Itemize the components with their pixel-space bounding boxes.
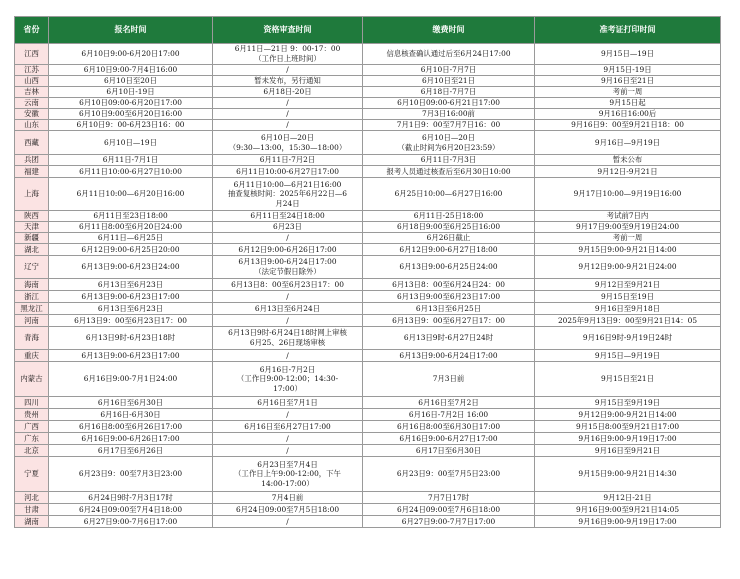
- province-cell: 湖北: [15, 244, 49, 256]
- payment-cell: 6月27日9:00-7月7日17:00: [363, 516, 535, 528]
- review-cell: 7月4日前: [213, 492, 363, 504]
- schedule-table-container: [14, 16, 720, 528]
- table-row: [15, 362, 721, 397]
- payment-cell: 6月13日9:00至6月23日17:00: [363, 291, 535, 303]
- review-cell: /: [213, 350, 363, 362]
- payment-cell: 6月10日09:00-6月21日17:00: [363, 98, 535, 109]
- admission-print-cell: 9月12日9:00-9月21日24:00: [535, 256, 721, 279]
- table-row: [15, 492, 721, 504]
- table-row: [15, 256, 721, 279]
- review-cell: 6月13日至6月24日: [213, 303, 363, 315]
- review-cell: 6月23日至7月4日 （工作日上午9:00-12:00，下午 14:00-17:00）: [213, 457, 363, 492]
- registration-cell: 6月16日至6月30日: [49, 397, 213, 409]
- admission-print-cell: 考试前7日内: [535, 211, 721, 222]
- registration-cell: 6月13日9:00-6月23日17:00: [49, 291, 213, 303]
- payment-cell: 7月7日17时: [363, 492, 535, 504]
- payment-cell: 6月12日9:00-6月27日18:00: [363, 244, 535, 256]
- review-cell: 6月13日9时-6月24日18时网上审核 6月25、26日现场审核: [213, 327, 363, 350]
- header-province: 省份: [15, 17, 49, 44]
- review-cell: 6月11日10:00-6月27日17:00: [213, 166, 363, 178]
- table-row: [15, 303, 721, 315]
- payment-cell: 6月10日至21日: [363, 76, 535, 87]
- registration-cell: 6月16日8:00至6月26日17:00: [49, 421, 213, 433]
- registration-cell: 6月27日9:00-7月6日17:00: [49, 516, 213, 528]
- review-cell: /: [213, 445, 363, 457]
- review-cell: 6月11日至24日18:00: [213, 211, 363, 222]
- admission-print-cell: 9月15日-19日: [535, 65, 721, 76]
- payment-cell: 6月13日9:00-6月24日17:00: [363, 350, 535, 362]
- review-cell: 6月16日至7月1日: [213, 397, 363, 409]
- province-cell: 河南: [15, 315, 49, 327]
- registration-cell: 6月11日至23日18:00: [49, 211, 213, 222]
- admission-print-cell: 9月12日-21日: [535, 492, 721, 504]
- review-cell: 6月23日: [213, 222, 363, 233]
- province-cell: 海南: [15, 279, 49, 291]
- admission-print-cell: 9月15日起: [535, 98, 721, 109]
- registration-cell: 6月12日9:00-6月25日20:00: [49, 244, 213, 256]
- review-cell: 6月16日至6月27日17:00: [213, 421, 363, 433]
- table-row: [15, 87, 721, 98]
- table-row: [15, 291, 721, 303]
- admission-print-cell: 9月16日9:00-9月19日17:00: [535, 516, 721, 528]
- admission-print-cell: 9月16日9:00至9月21日14:05: [535, 504, 721, 516]
- registration-cell: 6月23日9：00至7月3日23:00: [49, 457, 213, 492]
- registration-cell: 6月10日09:00-6月20日17:00: [49, 98, 213, 109]
- payment-cell: 6月26日截止: [363, 233, 535, 244]
- province-cell: 云南: [15, 98, 49, 109]
- header-review-time: 资格审查时间: [213, 17, 363, 44]
- province-cell: 广西: [15, 421, 49, 433]
- admission-print-cell: 9月15日至9月19日: [535, 397, 721, 409]
- payment-cell: 6月10日—20日 （截止时间为6月20日23:59）: [363, 131, 535, 155]
- registration-cell: 6月24日9时-7月3日17时: [49, 492, 213, 504]
- payment-cell: 6月24日09:00至7月6日18:00: [363, 504, 535, 516]
- province-cell: 内蒙古: [15, 362, 49, 397]
- admission-print-cell: 9月16日—9月19日: [535, 131, 721, 155]
- review-cell: /: [213, 65, 363, 76]
- province-cell: 宁夏: [15, 457, 49, 492]
- province-cell: 新疆: [15, 233, 49, 244]
- payment-cell: 6月11日-7月3日: [363, 155, 535, 166]
- review-cell: /: [213, 98, 363, 109]
- review-cell: 6月13日9:00-6月24日17:00 （法定节假日除外）: [213, 256, 363, 279]
- admission-print-cell: 2025年9月13日9：00至9月21日14：05: [535, 315, 721, 327]
- table-row: [15, 433, 721, 445]
- registration-cell: 6月13日9：00至6月23日17：00: [49, 315, 213, 327]
- payment-cell: 6月13日8：00至6月24日24：00: [363, 279, 535, 291]
- registration-cell: 6月11日—6月25日: [49, 233, 213, 244]
- payment-cell: 6月16日8:00至6月30日17:00: [363, 421, 535, 433]
- registration-cell: 6月10日-19日: [49, 87, 213, 98]
- registration-cell: 6月10日9:00-6月20日17:00: [49, 44, 213, 65]
- review-cell: 6月18日-20日: [213, 87, 363, 98]
- admission-print-cell: 暂未公布: [535, 155, 721, 166]
- admission-print-cell: 9月16日至9月18日: [535, 303, 721, 315]
- admission-print-cell: 考前一周: [535, 87, 721, 98]
- header-payment-time: 缴费时间: [363, 17, 535, 44]
- province-cell: 天津: [15, 222, 49, 233]
- table-row: [15, 516, 721, 528]
- province-cell: 陕西: [15, 211, 49, 222]
- table-row: [15, 76, 721, 87]
- review-cell: 暂未发布，另行通知: [213, 76, 363, 87]
- review-cell: /: [213, 409, 363, 421]
- payment-cell: 6月11日-25日18:00: [363, 211, 535, 222]
- registration-cell: 6月16日9:00-7月1日24:00: [49, 362, 213, 397]
- admission-print-cell: 9月16日16:00后: [535, 109, 721, 120]
- registration-cell: 6月10日9:00-7月4日16:00: [49, 65, 213, 76]
- registration-cell: 6月16日-6月30日: [49, 409, 213, 421]
- province-cell: 四川: [15, 397, 49, 409]
- registration-cell: 6月11日8:00至6月20日24:00: [49, 222, 213, 233]
- admission-print-cell: 9月17日9:00至9月19日24:00: [535, 222, 721, 233]
- table-row: [15, 279, 721, 291]
- province-cell: 河北: [15, 492, 49, 504]
- registration-cell: 6月13日9时-6月23日18时: [49, 327, 213, 350]
- province-cell: 广东: [15, 433, 49, 445]
- payment-cell: 7月3日前: [363, 362, 535, 397]
- registration-cell: 6月11日10:00—6月20日16:00: [49, 178, 213, 211]
- registration-cell: 6月16日9:00-6月26日17:00: [49, 433, 213, 445]
- review-cell: /: [213, 109, 363, 120]
- payment-cell: 6月18日9:00至6月25日16:00: [363, 222, 535, 233]
- table-row: [15, 109, 721, 120]
- admission-print-cell: 9月17日10:00—9月19日16:00: [535, 178, 721, 211]
- review-cell: /: [213, 516, 363, 528]
- admission-print-cell: 9月15日—9月19日: [535, 350, 721, 362]
- payment-cell: 6月13日9:00-6月25日24:00: [363, 256, 535, 279]
- registration-cell: 6月10日至20日: [49, 76, 213, 87]
- admission-print-cell: 9月12日至9月21日: [535, 279, 721, 291]
- review-cell: /: [213, 120, 363, 131]
- table-row: [15, 397, 721, 409]
- province-cell: 兵团: [15, 155, 49, 166]
- province-cell: 北京: [15, 445, 49, 457]
- payment-cell: 6月13日9：00至6月27日17：00: [363, 315, 535, 327]
- admission-print-cell: 9月16日9：00至9月21日18：00: [535, 120, 721, 131]
- payment-cell: 6月25日10:00—6月27日16:00: [363, 178, 535, 211]
- table-row: [15, 65, 721, 76]
- registration-cell: 6月13日9:00-6月23日17:00: [49, 350, 213, 362]
- registration-cell: 6月10日9:00至6月20日16:00: [49, 109, 213, 120]
- table-row: [15, 155, 721, 166]
- province-cell: 青海: [15, 327, 49, 350]
- table-row: [15, 445, 721, 457]
- payment-cell: 信息核查确认通过后至6月24日17:00: [363, 44, 535, 65]
- table-row: [15, 131, 721, 155]
- review-cell: 6月13日8：00至6月23日17：00: [213, 279, 363, 291]
- registration-cell: 6月10日9：00-6月23日16：00: [49, 120, 213, 131]
- header-admission-print-time: 准考证打印时间: [535, 17, 721, 44]
- province-cell: 江西: [15, 44, 49, 65]
- registration-cell: 6月11日10:00-6月27日10:00: [49, 166, 213, 178]
- review-cell: /: [213, 433, 363, 445]
- table-body: [15, 44, 721, 528]
- table-row: [15, 178, 721, 211]
- province-cell: 上海: [15, 178, 49, 211]
- province-cell: 浙江: [15, 291, 49, 303]
- schedule-table: [14, 16, 721, 528]
- province-cell: 吉林: [15, 87, 49, 98]
- table-row: [15, 98, 721, 109]
- payment-cell: 6月13日9时-6月27日24时: [363, 327, 535, 350]
- payment-cell: 6月18日-7月7日: [363, 87, 535, 98]
- table-row: [15, 233, 721, 244]
- admission-print-cell: 9月15日—19日: [535, 44, 721, 65]
- registration-cell: 6月17日至6月26日: [49, 445, 213, 457]
- header-registration-time: 报名时间: [49, 17, 213, 44]
- province-cell: 山东: [15, 120, 49, 131]
- payment-cell: 报考人员通过核查后至6月30日10:00: [363, 166, 535, 178]
- header-row: [15, 17, 721, 44]
- table-row: [15, 504, 721, 516]
- admission-print-cell: 9月15日9:00-9月21日14:30: [535, 457, 721, 492]
- registration-cell: 6月24日09:00至7月4日18:00: [49, 504, 213, 516]
- province-cell: 西藏: [15, 131, 49, 155]
- review-cell: 6月12日9:00-6月26日17:00: [213, 244, 363, 256]
- admission-print-cell: 9月16日9:00-9月19日17:00: [535, 433, 721, 445]
- payment-cell: 6月13日至6月25日: [363, 303, 535, 315]
- admission-print-cell: 9月12日9:00-9月21日14:00: [535, 409, 721, 421]
- province-cell: 山西: [15, 76, 49, 87]
- payment-cell: 6月10日-7月7日: [363, 65, 535, 76]
- admission-print-cell: 9月15日至19日: [535, 291, 721, 303]
- admission-print-cell: 9月15日至21日: [535, 362, 721, 397]
- review-cell: 6月24日09:00至7月5日18:00: [213, 504, 363, 516]
- review-cell: /: [213, 233, 363, 244]
- table-row: [15, 457, 721, 492]
- table-row: [15, 244, 721, 256]
- review-cell: /: [213, 291, 363, 303]
- province-cell: 湖南: [15, 516, 49, 528]
- province-cell: 辽宁: [15, 256, 49, 279]
- payment-cell: 7月1日9：00至7月7日16：00: [363, 120, 535, 131]
- registration-cell: 6月11日-7月1日: [49, 155, 213, 166]
- table-row: [15, 409, 721, 421]
- province-cell: 黑龙江: [15, 303, 49, 315]
- table-row: [15, 211, 721, 222]
- admission-print-cell: 考前一周: [535, 233, 721, 244]
- admission-print-cell: 9月16日9时-9月19日24时: [535, 327, 721, 350]
- review-cell: 6月11日10:00—6月21日16:00 抽查复核时间：2025年6月22日—6 月24日: [213, 178, 363, 211]
- registration-cell: 6月13日至6月23日: [49, 279, 213, 291]
- registration-cell: 6月13日至6月23日: [49, 303, 213, 315]
- payment-cell: 7月3日16:00前: [363, 109, 535, 120]
- table-row: [15, 222, 721, 233]
- review-cell: 6月11日-7月2日: [213, 155, 363, 166]
- table-row: [15, 421, 721, 433]
- review-cell: /: [213, 315, 363, 327]
- admission-print-cell: 9月12日-9月21日: [535, 166, 721, 178]
- payment-cell: 6月16日至7月2日: [363, 397, 535, 409]
- review-cell: 6月11日—21日 9：00-17：00 （工作日上班时间）: [213, 44, 363, 65]
- table-row: [15, 350, 721, 362]
- review-cell: 6月10日—20日 （9:30—13:00，15:30—18:00）: [213, 131, 363, 155]
- table-row: [15, 327, 721, 350]
- province-cell: 安徽: [15, 109, 49, 120]
- payment-cell: 6月16日-7月2日 16:00: [363, 409, 535, 421]
- table-row: [15, 44, 721, 65]
- table-row: [15, 315, 721, 327]
- province-cell: 江苏: [15, 65, 49, 76]
- admission-print-cell: 9月15日9:00-9月21日14:00: [535, 244, 721, 256]
- province-cell: 甘肃: [15, 504, 49, 516]
- review-cell: 6月16日-7月2日 （工作日9:00-12:00；14:30- 17:00）: [213, 362, 363, 397]
- province-cell: 贵州: [15, 409, 49, 421]
- table-row: [15, 120, 721, 131]
- province-cell: 重庆: [15, 350, 49, 362]
- table-row: [15, 166, 721, 178]
- payment-cell: 6月16日9:00-6月27日17:00: [363, 433, 535, 445]
- admission-print-cell: 9月15日8:00至9月21日17:00: [535, 421, 721, 433]
- province-cell: 福建: [15, 166, 49, 178]
- payment-cell: 6月23日9：00至7月5日23:00: [363, 457, 535, 492]
- admission-print-cell: 9月16日至21日: [535, 76, 721, 87]
- registration-cell: 6月10日—19日: [49, 131, 213, 155]
- payment-cell: 6月17日至6月30日: [363, 445, 535, 457]
- registration-cell: 6月13日9:00-6月23日24:00: [49, 256, 213, 279]
- admission-print-cell: 9月16日至9月21日: [535, 445, 721, 457]
